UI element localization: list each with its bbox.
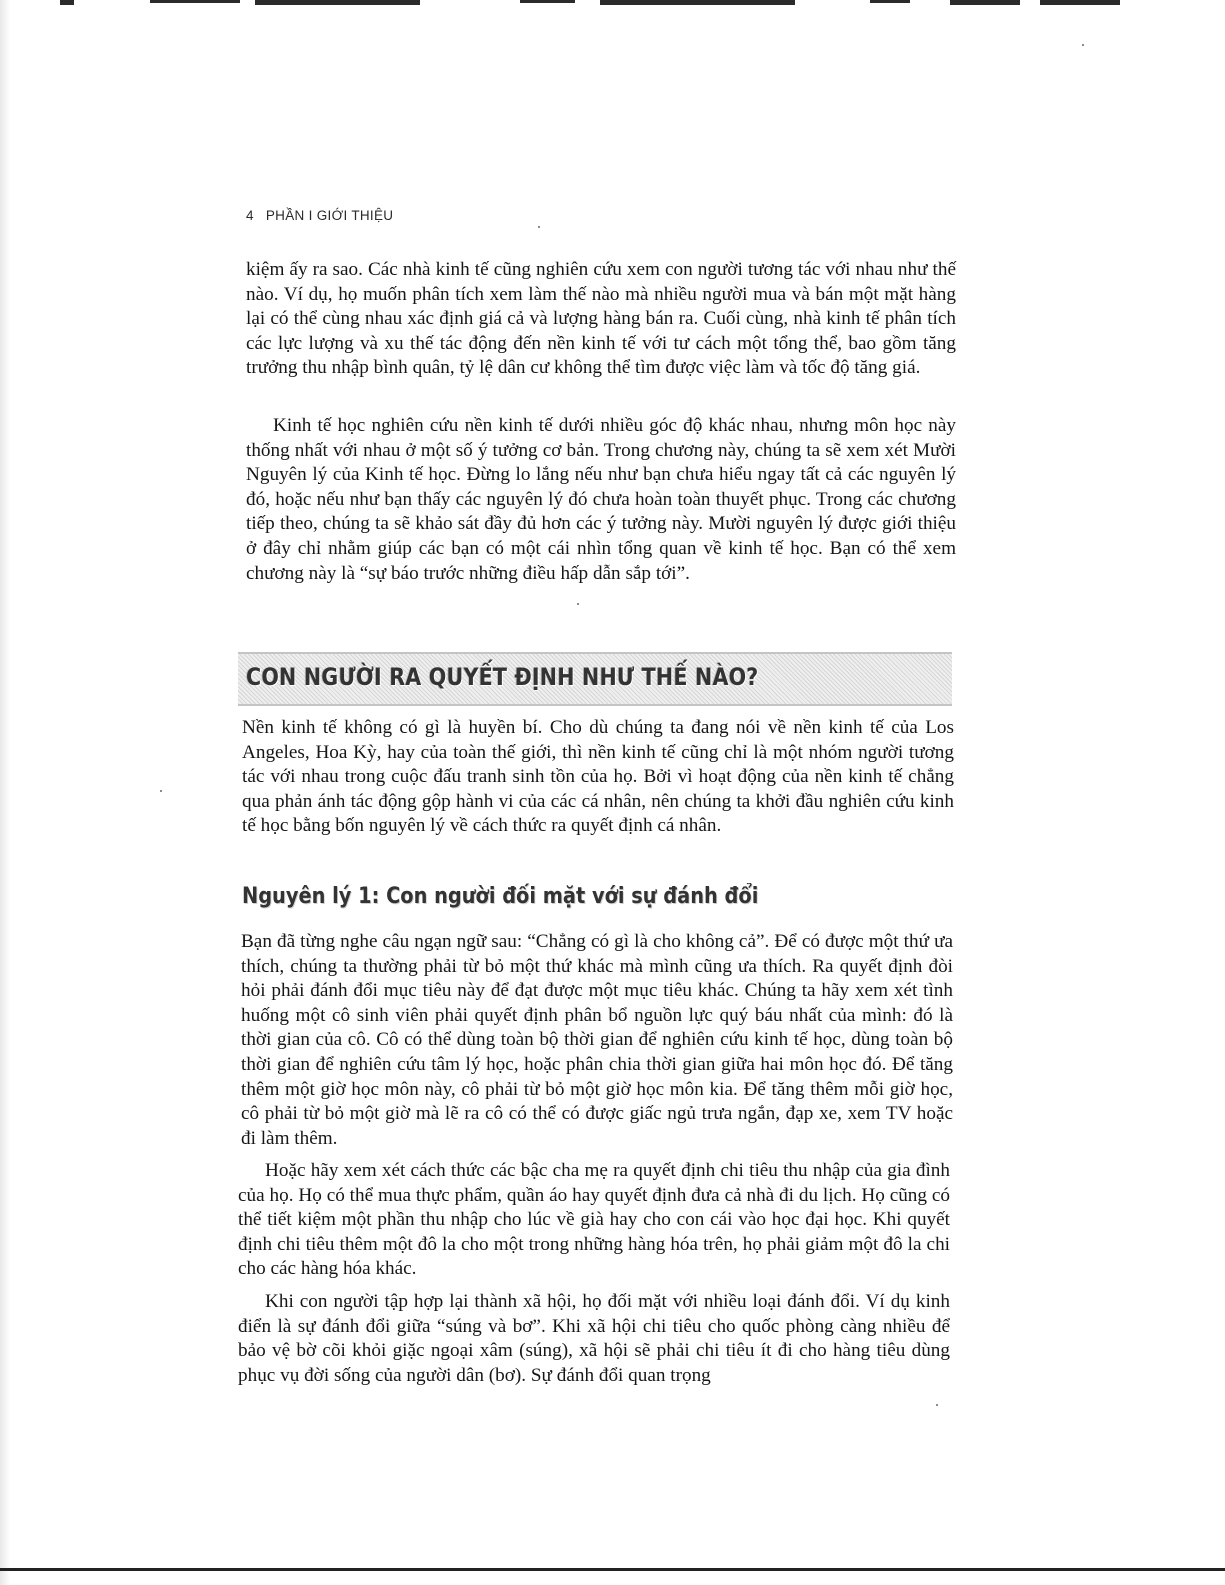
scan-top-edge xyxy=(0,0,1225,10)
body-paragraph: Bạn đã từng nghe câu ngạn ngữ sau: “Chẳng có gì là cho không cả”. Để có được một thứ ưa thích, chúng ta thường phải từ bỏ một thứ khác mà mình cũng ưa thích. Ra quyết định đòi hỏi phải đánh đổi mục tiêu này để đạt được một mục tiêu khác. Chúng ta hãy xem xét tình huống một cô sinh viên phải quyết định phân bổ nguồn lực quý báu nhất của mình: đó là thời gian của cô. Cô có thể dùng toàn bộ thời gian để nghiên cứu kinh tế học, dùng toàn bộ thời gian để nghiên cứu tâm lý học, hoặc phân chia thời gian giữa hai môn học đó. Để tăng thêm một giờ học môn này, cô phải từ bỏ một giờ học môn kia. Để tăng thêm mỗi giờ học, cô phải từ bỏ một giờ mà lẽ ra cô có thể có được giấc ngủ trưa ngắn, đạp xe, xem TV hoặc đi làm thêm. xyxy=(241,931,953,1149)
scan-shadow xyxy=(0,0,10,1585)
body-paragraph: kiệm ấy ra sao. Các nhà kinh tế cũng nghiên cứu xem con người tương tác với nhau như thế nào. Ví dụ, họ muốn phân tích xem làm thế nào mà nhiều người mua và bán một mặt hàng lại có thể cùng nhau xác định giá cả và lượng hàng bán ra. Cuối cùng, nhà kinh tế phân tích các lực lượng và xu thế tác động đến nền kinh tế với tư cách một tổng thể, bao gồm tăng trưởng thu nhập bình quân, tỷ lệ dân cư không thể tìm được việc làm và tốc độ tăng giá. xyxy=(246,259,956,379)
body-paragraph: Hoặc hãy xem xét cách thức các bậc cha mẹ ra quyết định chi tiêu thu nhập của gia đình của họ. Họ có thể mua thực phẩm, quần áo hay quyết định đưa cả nhà đi du lịch. Họ cũng có thể tiết kiệm một phần thu nhập cho lúc về già hay cho con cái vào học đại học. Khi quyết định chi tiêu thêm một đô la cho một trong những hàng hóa trên, họ phải giảm một đô la chi cho các hàng hóa khác. xyxy=(238,1160,950,1280)
running-head-section: PHẦN I GIỚI THIỆU xyxy=(265,208,394,223)
scan-speck xyxy=(577,603,579,605)
section-heading: CON NGƯỜI RA QUYẾT ĐỊNH NHƯ THẾ NÀO? xyxy=(246,663,759,691)
body-paragraph: Kinh tế học nghiên cứu nền kinh tế dưới nhiều góc độ khác nhau, nhưng môn học này thống nhất với nhau ở một số ý tưởng cơ bản. Trong chương này, chúng ta sẽ xem xét Mười Nguyên lý của Kinh tế học. Đừng lo lắng nếu như bạn chưa hiểu ngay tất cả các nguyên lý đó, hoặc nếu như bạn thấy các nguyên lý đó chưa hoàn toàn thuyết phục. Trong các chương tiếp theo, chúng ta sẽ khảo sát đầy đủ hơn các ý tưởng này. Mười nguyên lý được giới thiệu ở đây chỉ nhằm giúp các bạn có một cái nhìn tổng quan về kinh tế học. Bạn có thể xem chương này là “sự báo trước những điều hấp dẫn sắp tới”. xyxy=(246,415,956,584)
scan-speck xyxy=(538,226,540,228)
scan-speck xyxy=(936,1404,938,1406)
scan-speck xyxy=(1082,44,1084,46)
scan-bottom-edge xyxy=(0,1568,1225,1571)
page-number: 4 xyxy=(246,208,254,223)
body-paragraph: Khi con người tập hợp lại thành xã hội, họ đối mặt với nhiều loại đánh đổi. Ví dụ kinh điển là sự đánh đổi giữa “súng và bơ”. Khi xã hội chi tiêu cho quốc phòng càng nhiều để bảo vệ bờ cõi khỏi giặc ngoại xâm (súng), xã hội sẽ phải chi tiêu ít đi cho hàng tiêu dùng phục vụ đời sống của người dân (bơ). Sự đánh đổi quan trọng xyxy=(238,1291,950,1386)
principle-heading: Nguyên lý 1: Con người đối mặt với sự đánh đổi xyxy=(242,884,759,909)
running-head xyxy=(246,208,393,223)
body-paragraph: Nền kinh tế không có gì là huyền bí. Cho dù chúng ta đang nói về nền kinh tế của Los Angeles, Hoa Kỳ, hay của toàn thế giới, thì nền kinh tế cũng chỉ là một nhóm người tương tác với nhau trong cuộc đấu tranh sinh tồn của họ. Bởi vì hoạt động của nền kinh tế chẳng qua phản ánh tác động gộp hành vi của các cá nhân, nên chúng ta khởi đầu nghiên cứu kinh tế học bằng bốn nguyên lý về cách thức ra quyết định cá nhân. xyxy=(242,717,954,837)
scan-speck xyxy=(160,790,162,792)
section-banner xyxy=(238,652,952,706)
